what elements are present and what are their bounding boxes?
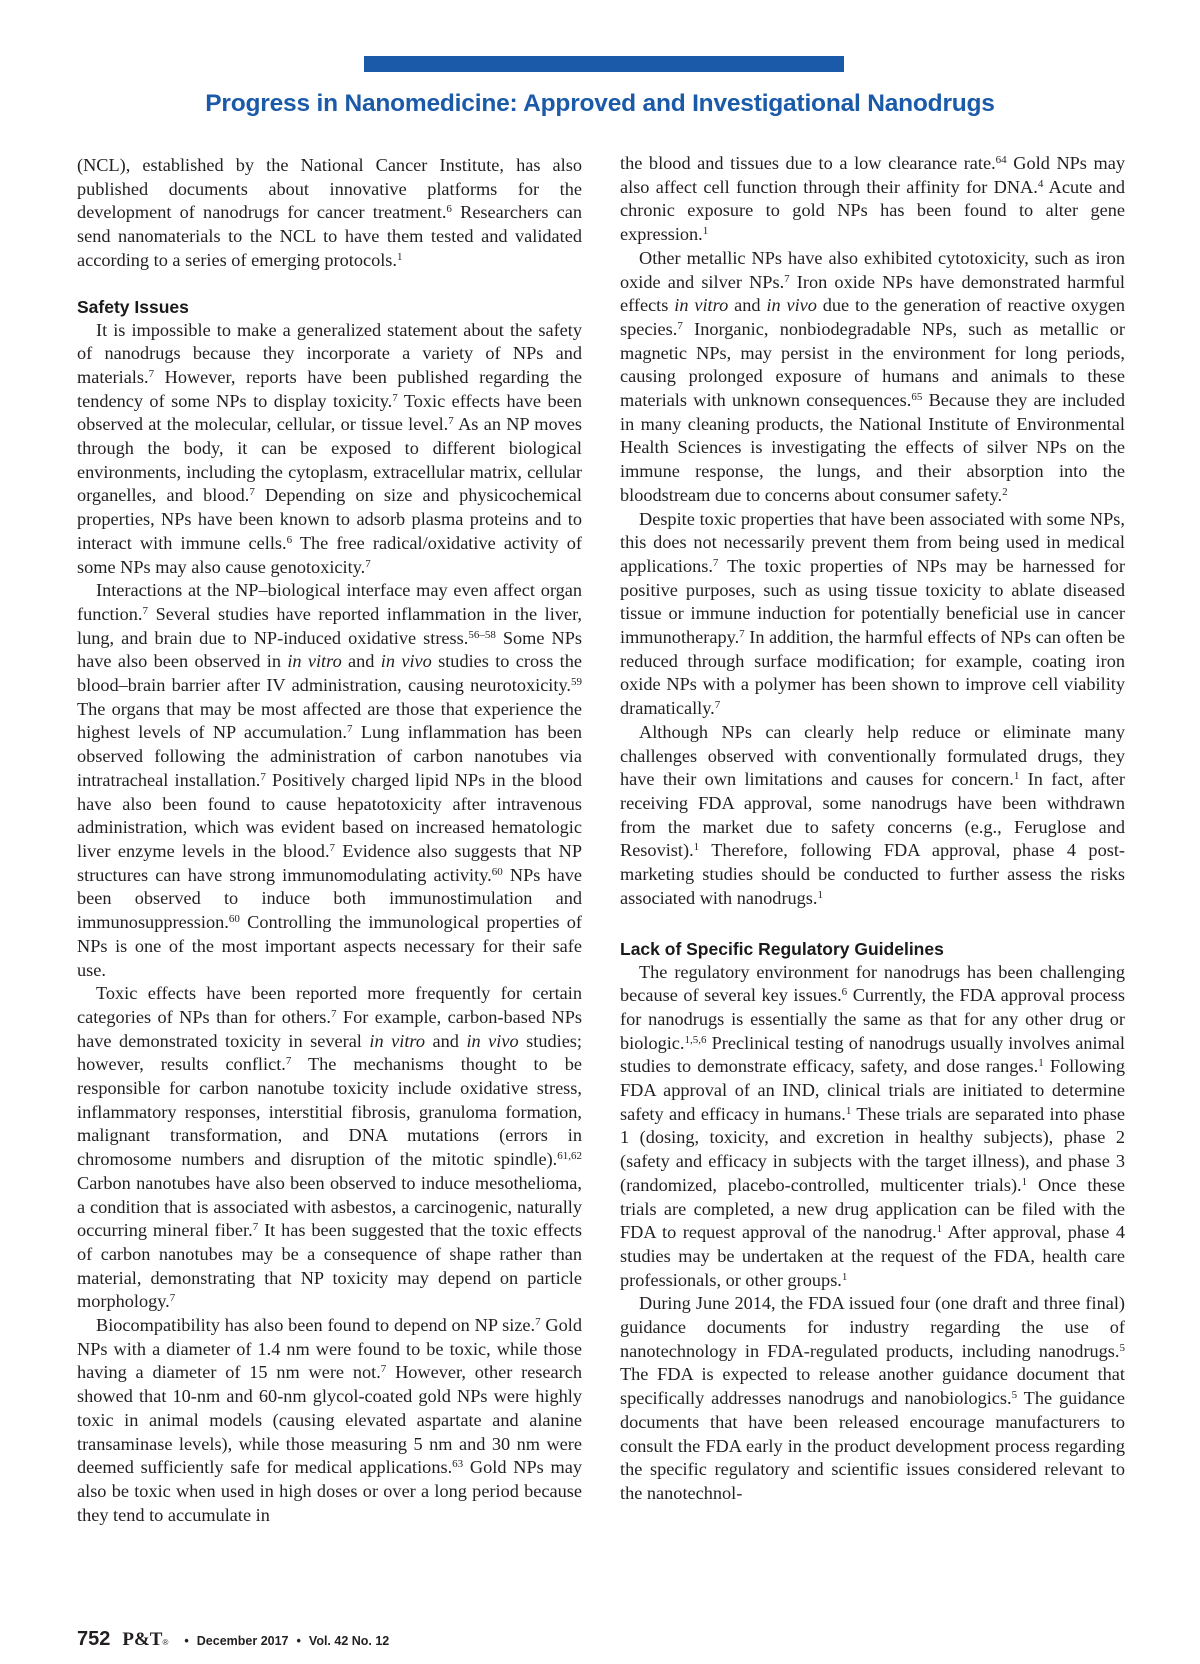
- paragraph: Biocompatibility has also been found to depend on NP size.$^7$ Gold NPs with a diameter of 1.4 nm were found to be toxic, while those having a diameter of 15 nm were not.$^7$ However, other research showed that 10-nm and 60-nm glycol-coated gold NPs were highly toxic in animal models (causing elevated aspartate and alanine transaminase levels), while those measuring 5 nm and 30 nm were deemed sufficiently safe for medical applications.$^{63}$ Gold NPs may also be toxic when used in high doses or over a long period because they tend to accumulate in: [77, 1315, 582, 1525]
- issue-date: December 2017: [196, 1634, 289, 1648]
- running-title: Progress in Nanomedicine: Approved and Investigational Nanodrugs: [205, 90, 995, 117]
- left-column: [77, 154, 582, 1527]
- header-accent-bar: [364, 56, 844, 72]
- footer-separator: •: [184, 1634, 189, 1648]
- right-column: [620, 152, 1125, 1506]
- paragraph: Despite toxic properties that have been associated with some NPs, this does not necessarily prevent them from being used in medical applications.$^7$ The toxic properties of NPs may be harnessed for positive purposes, such as using tissue toxicity to ablate diseased tissue or immune induction for potentially beneficial use in cancer immunotherapy.$^7$ In addition, the harmful effects of NPs can often be reduced through surface modification; for example, coating iron oxide NPs with a polymer has been shown to improve cell viability dramatically.$^7$: [620, 508, 1125, 719]
- section-heading-regulatory-guidelines: Lack of Specific Regulatory Guidelines: [620, 938, 944, 959]
- footer-separator: •: [296, 1634, 301, 1648]
- paragraph: Although NPs can clearly help reduce or eliminate many challenges observed with conventionally formulated drugs, they have their own limitations and causes for concern.$^1$ In fact, after receiving FDA approval, some nanodrugs have been withdrawn from the market due to safety concerns (e.g., Feruglose and Resovist).$^1$ Therefore, following FDA approval, phase 4 post-marketing studies should be conducted to further assess the risks associated with nanodrugs.$^1$: [620, 721, 1126, 908]
- paragraph: the blood and tissues due to a low clearance rate.$^{64}$ Gold NPs may also affect cell function through their affinity for DNA.$^4$ Acute and chronic exposure to gold NPs has been found to alter gene expression.$^1$: [620, 153, 1126, 245]
- section-heading-safety-issues: Safety Issues: [77, 296, 189, 317]
- volume-number: Vol. 42 No. 12: [308, 1634, 390, 1648]
- paragraph: Toxic effects have been reported more frequently for certain categories of NPs than for others.$^7$ For example, carbon-based NPs have demonstrated toxicity in several in vitro and in vivo studies; however, results conflict.$^7$ The mechanisms thought to be responsible for carbon nanotube toxicity include oxidative stress, inflammatory responses, interstitial fibrosis, granuloma formation, malignant transformation, and DNA mutations (errors in chromosome numbers and disruption of the mitotic spindle).$^{61,62}$ Carbon nanotubes have also been observed to induce mesothelioma, a condition that is associated with asbestos, a carcinogenic, naturally occurring mineral fiber.$^7$ It has been suggested that the toxic effects of carbon nanotubes may be a consequence of shape rather than material, demonstrating that NP toxicity may depend on particle morphology.$^7$: [77, 983, 583, 1312]
- paragraph: (NCL), established by the National Cancer Institute, has also published documents about innovative platforms for the development of nanodrugs for cancer treatment.$^6$ Researchers can send nanomaterials to the NCL to have them tested and validated according to a series of emerging protocols.$^1$: [77, 155, 582, 270]
- paragraph: It is impossible to make a generalized statement about the safety of nanodrugs because they incorporate a variety of NPs and materials.$^7$ However, reports have been published regarding the tendency of some NPs to display toxicity.$^7$ Toxic effects have been observed at the molecular, cellular, or tissue level.$^7$ As an NP moves through the body, it can be exposed to different biological environments, including the cytoplasm, extracellular matrix, cellular organelles, and blood.$^7$ Depending on size and physicochemical properties, NPs have been known to adsorb plasma proteins and to interact with immune cells.$^6$ The free radical/oxidative activity of some NPs may also cause genotoxicity.$^7$: [77, 319, 583, 577]
- registered-mark: ®: [162, 1638, 169, 1647]
- page-footer: [77, 1628, 389, 1651]
- journal-name: P&T: [122, 1629, 163, 1650]
- paragraph: Interactions at the NP–biological interface may even affect organ function.$^7$ Several studies have reported inflammation in the liver, lung, and brain due to NP-induced oxidative stress.$^{56-58}$ Some NPs have also been observed in in vitro and in vivo studies to cross the blood–brain barrier after IV administration, causing neurotoxicity.$^{59}$ The organs that may be most affected are those that experience the highest levels of NP accumulation.$^7$ Lung inflammation has been observed following the administration of carbon nanotubes via intratracheal installation.$^7$ Positively charged lipid NPs in the blood have also been found to cause hepatotoxicity after intravenous administration, which was evident based on increased hematologic liver enzyme levels in the blood.$^7$ Evidence also suggests that NP structures can have strong immunomodulating activity.$^{60}$ NPs have been observed to induce both immunostimulation and immunosuppression.$^{60}$ Controlling the immunological properties of NPs is one of the most important aspects necessary for their safe use.: [77, 580, 583, 980]
- paragraph: The regulatory environment for nanodrugs has been challenging because of several key issues.$^6$ Currently, the FDA approval process for nanodrugs is essentially the same as that for any other drug or biologic.$^{1,5,6}$ Preclinical testing of nanodrugs usually involves animal studies to demonstrate efficacy, safety, and dose ranges.$^1$ Following FDA approval of an IND, clinical trials are initiated to determine safety and efficacy in humans.$^1$ These trials are separated into phase 1 (dosing, toxicity, and excretion in healthy subjects), phase 2 (safety and efficacy in subjects with the target illness), and phase 3 (randomized, placebo-controlled, multicenter trials).$^1$ Once these trials are completed, a new drug application can be filed with the FDA to request approval of the nanodrug.$^1$ After approval, phase 4 studies may be undertaken at the request of the FDA, health care professionals, or other groups.$^1$: [620, 961, 1125, 1290]
- page-number: 752: [77, 1628, 111, 1650]
- paragraph: Other metallic NPs have also exhibited cytotoxicity, such as iron oxide and silver NPs.$^7$ Iron oxide NPs have demonstrated harmful effects in vitro and in vivo due to the generation of reactive oxygen species.$^7$ Inorganic, nonbiodegradable NPs, such as metallic or magnetic NPs, may persist in the environment for long periods, causing prolonged exposure of humans and animals to these materials with unknown consequences.$^{65}$ Because they are included in many cleaning products, the National Institute of Environmental Health Sciences is investigating the effects of silver NPs on the immune response, the lungs, and their absorption into the bloodstream due to concerns about consumer safety.$^2$: [620, 247, 1126, 505]
- paragraph: During June 2014, the FDA issued four (one draft and three final) guidance documents for industry regarding the use of nanotechnology in FDA-regulated products, including nanodrugs.$^5$ The FDA is expected to release another guidance document that specifically addresses nanodrugs and nanobiologics.$^5$ The guidance documents that have been released encourage manufacturers to consult the FDA early in the product development process regarding the specific regulatory and scientific issues considered relevant to the nanotechnol-: [620, 1293, 1125, 1503]
